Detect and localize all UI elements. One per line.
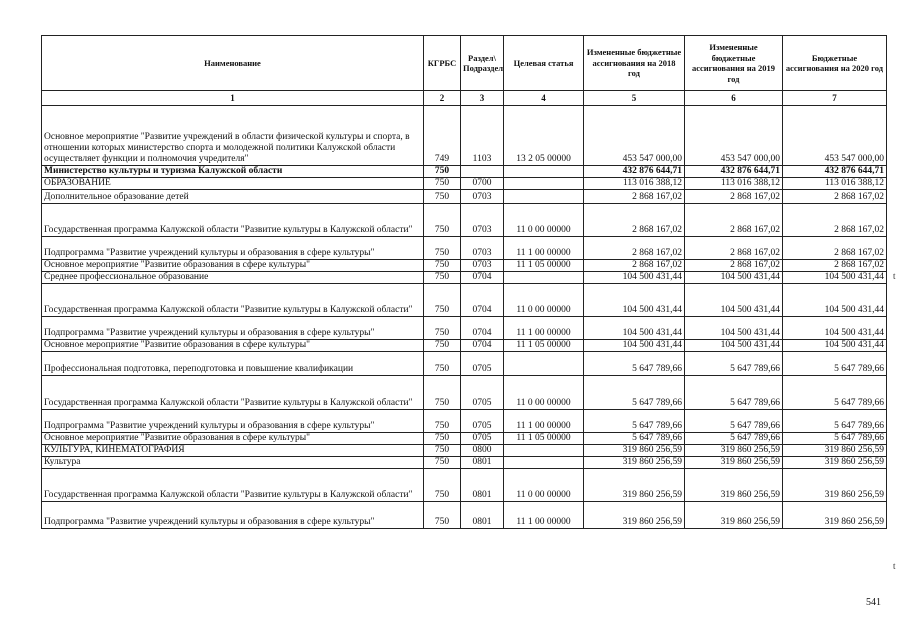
header-2018: Измененные бюджетные ассигнования на 2018 год (584, 36, 685, 91)
cell-2018: 453 547 000,00 (584, 106, 685, 166)
cell-name: Основное мероприятие "Развитие образования в сфере культуры" (42, 340, 424, 352)
cell-2018: 2 868 167,02 (584, 260, 685, 272)
cell-section (461, 166, 504, 178)
table-row (42, 272, 887, 284)
header-target: Целевая статья (504, 36, 584, 91)
cell-2020: 319 860 256,59 (783, 445, 887, 457)
cell-name: ОБРАЗОВАНИЕ (42, 178, 424, 190)
cell-2019: 104 500 431,44 (685, 284, 783, 317)
cell-2018: 319 860 256,59 (584, 502, 685, 529)
cell-target: 11 0 00 00000 (504, 204, 584, 237)
cell-2019: 113 016 388,12 (685, 178, 783, 190)
table-row (42, 502, 887, 529)
table-row (42, 457, 887, 469)
cell-2020: 432 876 644,71 (783, 166, 887, 178)
cell-target: 11 0 00 00000 (504, 284, 584, 317)
cell-target (504, 352, 584, 376)
cell-2018: 2 868 167,02 (584, 237, 685, 260)
table-row (42, 317, 887, 340)
cell-2020: 5 647 789,66 (783, 376, 887, 410)
cell-2020: 104 500 431,44 (783, 317, 887, 340)
table-row (42, 433, 887, 445)
margin-mark: t (893, 561, 896, 571)
column-number: 7 (783, 91, 887, 106)
cell-2020: 5 647 789,66 (783, 433, 887, 445)
cell-section: 0704 (461, 340, 504, 352)
cell-2018: 2 868 167,02 (584, 190, 685, 204)
cell-2019: 5 647 789,66 (685, 410, 783, 433)
cell-section: 0704 (461, 284, 504, 317)
table-row (42, 166, 887, 178)
cell-kgrbs: 750 (424, 340, 461, 352)
cell-2018: 104 500 431,44 (584, 284, 685, 317)
cell-target (504, 166, 584, 178)
cell-2018: 104 500 431,44 (584, 272, 685, 284)
cell-kgrbs: 750 (424, 376, 461, 410)
cell-target (504, 272, 584, 284)
table-row (42, 237, 887, 260)
cell-kgrbs: 750 (424, 502, 461, 529)
cell-kgrbs: 749 (424, 106, 461, 166)
cell-name: Подпрограмма "Развитие учреждений культуры и образования в сфере культуры" (42, 410, 424, 433)
cell-section: 0801 (461, 469, 504, 502)
cell-section: 0705 (461, 352, 504, 376)
cell-section: 0703 (461, 190, 504, 204)
cell-section: 0704 (461, 317, 504, 340)
column-number: 2 (424, 91, 461, 106)
page-number: 541 (866, 597, 881, 608)
cell-name: Дополнительное образование детей (42, 190, 424, 204)
header-row (42, 36, 887, 91)
cell-name: Основное мероприятие "Развитие образования в сфере культуры" (42, 260, 424, 272)
cell-target (504, 457, 584, 469)
cell-target: 11 1 05 00000 (504, 260, 584, 272)
cell-2018: 432 876 644,71 (584, 166, 685, 178)
cell-2019: 319 860 256,59 (685, 469, 783, 502)
cell-target: 11 1 00 00000 (504, 502, 584, 529)
cell-2018: 5 647 789,66 (584, 352, 685, 376)
header-kgrbs: КГРБС (424, 36, 461, 91)
cell-2020: 453 547 000,00 (783, 106, 887, 166)
cell-2019: 319 860 256,59 (685, 457, 783, 469)
cell-2020: 104 500 431,44 (783, 340, 887, 352)
budget-table (41, 35, 887, 529)
cell-2020: 104 500 431,44 (783, 284, 887, 317)
cell-name: Подпрограмма "Развитие учреждений культуры и образования в сфере культуры" (42, 237, 424, 260)
cell-2019: 432 876 644,71 (685, 166, 783, 178)
cell-kgrbs: 750 (424, 237, 461, 260)
cell-kgrbs: 750 (424, 410, 461, 433)
cell-2019: 5 647 789,66 (685, 433, 783, 445)
cell-name: Государственная программа Калужской области "Развитие культуры в Калужской области" (42, 469, 424, 502)
table-row (42, 284, 887, 317)
header-2020: Бюджетные ассигнования на 2020 год (783, 36, 887, 91)
cell-name: КУЛЬТУРА, КИНЕМАТОГРАФИЯ (42, 445, 424, 457)
cell-target (504, 178, 584, 190)
cell-section: 0705 (461, 410, 504, 433)
cell-name: Среднее профессиональное образование (42, 272, 424, 284)
cell-target (504, 445, 584, 457)
table-row (42, 445, 887, 457)
cell-target: 11 1 00 00000 (504, 410, 584, 433)
cell-2020: 319 860 256,59 (783, 469, 887, 502)
cell-2019: 2 868 167,02 (685, 237, 783, 260)
cell-2018: 319 860 256,59 (584, 445, 685, 457)
cell-name: Государственная программа Калужской области "Развитие культуры в Калужской области" (42, 376, 424, 410)
cell-section: 0705 (461, 433, 504, 445)
cell-2020: 113 016 388,12 (783, 178, 887, 190)
table-row (42, 340, 887, 352)
cell-2018: 5 647 789,66 (584, 433, 685, 445)
cell-name: Государственная программа Калужской области "Развитие культуры в Калужской области" (42, 204, 424, 237)
cell-2018: 5 647 789,66 (584, 410, 685, 433)
cell-kgrbs: 750 (424, 272, 461, 284)
cell-kgrbs: 750 (424, 352, 461, 376)
cell-section: 0703 (461, 204, 504, 237)
cell-2020: 2 868 167,02 (783, 260, 887, 272)
cell-2020: 104 500 431,44 (783, 272, 887, 284)
cell-kgrbs: 750 (424, 445, 461, 457)
cell-section: 0705 (461, 376, 504, 410)
cell-2018: 2 868 167,02 (584, 204, 685, 237)
column-number: 3 (461, 91, 504, 106)
table-row (42, 190, 887, 204)
cell-section: 0700 (461, 178, 504, 190)
cell-2020: 319 860 256,59 (783, 457, 887, 469)
cell-2019: 5 647 789,66 (685, 352, 783, 376)
cell-kgrbs: 750 (424, 457, 461, 469)
cell-name: Подпрограмма "Развитие учреждений культуры и образования в сфере культуры" (42, 317, 424, 340)
cell-2019: 453 547 000,00 (685, 106, 783, 166)
column-number-row (42, 91, 887, 106)
margin-mark: t (893, 271, 896, 281)
table-row (42, 469, 887, 502)
cell-2019: 5 647 789,66 (685, 376, 783, 410)
cell-2018: 5 647 789,66 (584, 376, 685, 410)
cell-2019: 104 500 431,44 (685, 340, 783, 352)
header-section: Раздел\ Подраздел (461, 36, 504, 91)
cell-kgrbs: 750 (424, 178, 461, 190)
column-number: 5 (584, 91, 685, 106)
cell-target: 11 0 00 00000 (504, 376, 584, 410)
cell-2019: 2 868 167,02 (685, 260, 783, 272)
cell-2019: 319 860 256,59 (685, 502, 783, 529)
cell-kgrbs: 750 (424, 317, 461, 340)
cell-2019: 104 500 431,44 (685, 317, 783, 340)
cell-name: Государственная программа Калужской области "Развитие культуры в Калужской области" (42, 284, 424, 317)
cell-name: Профессиональная подготовка, переподготовка и повышение квалификации (42, 352, 424, 376)
cell-name: Основное мероприятие "Развитие образования в сфере культуры" (42, 433, 424, 445)
cell-target: 11 1 00 00000 (504, 237, 584, 260)
column-number: 4 (504, 91, 584, 106)
cell-kgrbs: 750 (424, 433, 461, 445)
table-row (42, 352, 887, 376)
cell-2019: 319 860 256,59 (685, 445, 783, 457)
cell-target: 11 1 05 00000 (504, 433, 584, 445)
header-2019: Измененные бюджетные ассигнования на 2019 год (685, 36, 783, 91)
cell-target: 13 2 05 00000 (504, 106, 584, 166)
cell-2020: 2 868 167,02 (783, 237, 887, 260)
cell-section: 0703 (461, 237, 504, 260)
cell-2020: 5 647 789,66 (783, 352, 887, 376)
cell-name: Подпрограмма "Развитие учреждений культуры и образования в сфере культуры" (42, 502, 424, 529)
cell-section: 0800 (461, 445, 504, 457)
cell-kgrbs: 750 (424, 166, 461, 178)
header-name: Наименование (42, 36, 424, 91)
cell-kgrbs: 750 (424, 190, 461, 204)
table-row (42, 178, 887, 190)
cell-2020: 319 860 256,59 (783, 502, 887, 529)
cell-2019: 2 868 167,02 (685, 204, 783, 237)
cell-target: 11 1 05 00000 (504, 340, 584, 352)
table-row (42, 204, 887, 237)
cell-2018: 113 016 388,12 (584, 178, 685, 190)
cell-2018: 319 860 256,59 (584, 457, 685, 469)
table-row (42, 260, 887, 272)
cell-target: 11 1 00 00000 (504, 317, 584, 340)
cell-section: 0704 (461, 272, 504, 284)
table-row (42, 106, 887, 166)
cell-2018: 104 500 431,44 (584, 340, 685, 352)
column-number: 6 (685, 91, 783, 106)
cell-2020: 2 868 167,02 (783, 204, 887, 237)
cell-2020: 5 647 789,66 (783, 410, 887, 433)
cell-2020: 2 868 167,02 (783, 190, 887, 204)
cell-2019: 2 868 167,02 (685, 190, 783, 204)
cell-2018: 104 500 431,44 (584, 317, 685, 340)
cell-kgrbs: 750 (424, 260, 461, 272)
cell-target (504, 190, 584, 204)
cell-section: 0801 (461, 457, 504, 469)
cell-kgrbs: 750 (424, 469, 461, 502)
table-row (42, 410, 887, 433)
cell-name: Основное мероприятие "Развитие учреждений в области физической культуры и спорта, в отношении которых министерство спорта и молодежной политики Калужской области осуществляет функции и полномочия учредителя" (42, 106, 424, 166)
column-number: 1 (42, 91, 424, 106)
cell-section: 1103 (461, 106, 504, 166)
cell-2018: 319 860 256,59 (584, 469, 685, 502)
cell-2019: 104 500 431,44 (685, 272, 783, 284)
cell-kgrbs: 750 (424, 204, 461, 237)
cell-section: 0801 (461, 502, 504, 529)
cell-kgrbs: 750 (424, 284, 461, 317)
cell-name: Культура (42, 457, 424, 469)
cell-name: Министерство культуры и туризма Калужской области (42, 166, 424, 178)
cell-target: 11 0 00 00000 (504, 469, 584, 502)
cell-section: 0703 (461, 260, 504, 272)
table-row (42, 376, 887, 410)
